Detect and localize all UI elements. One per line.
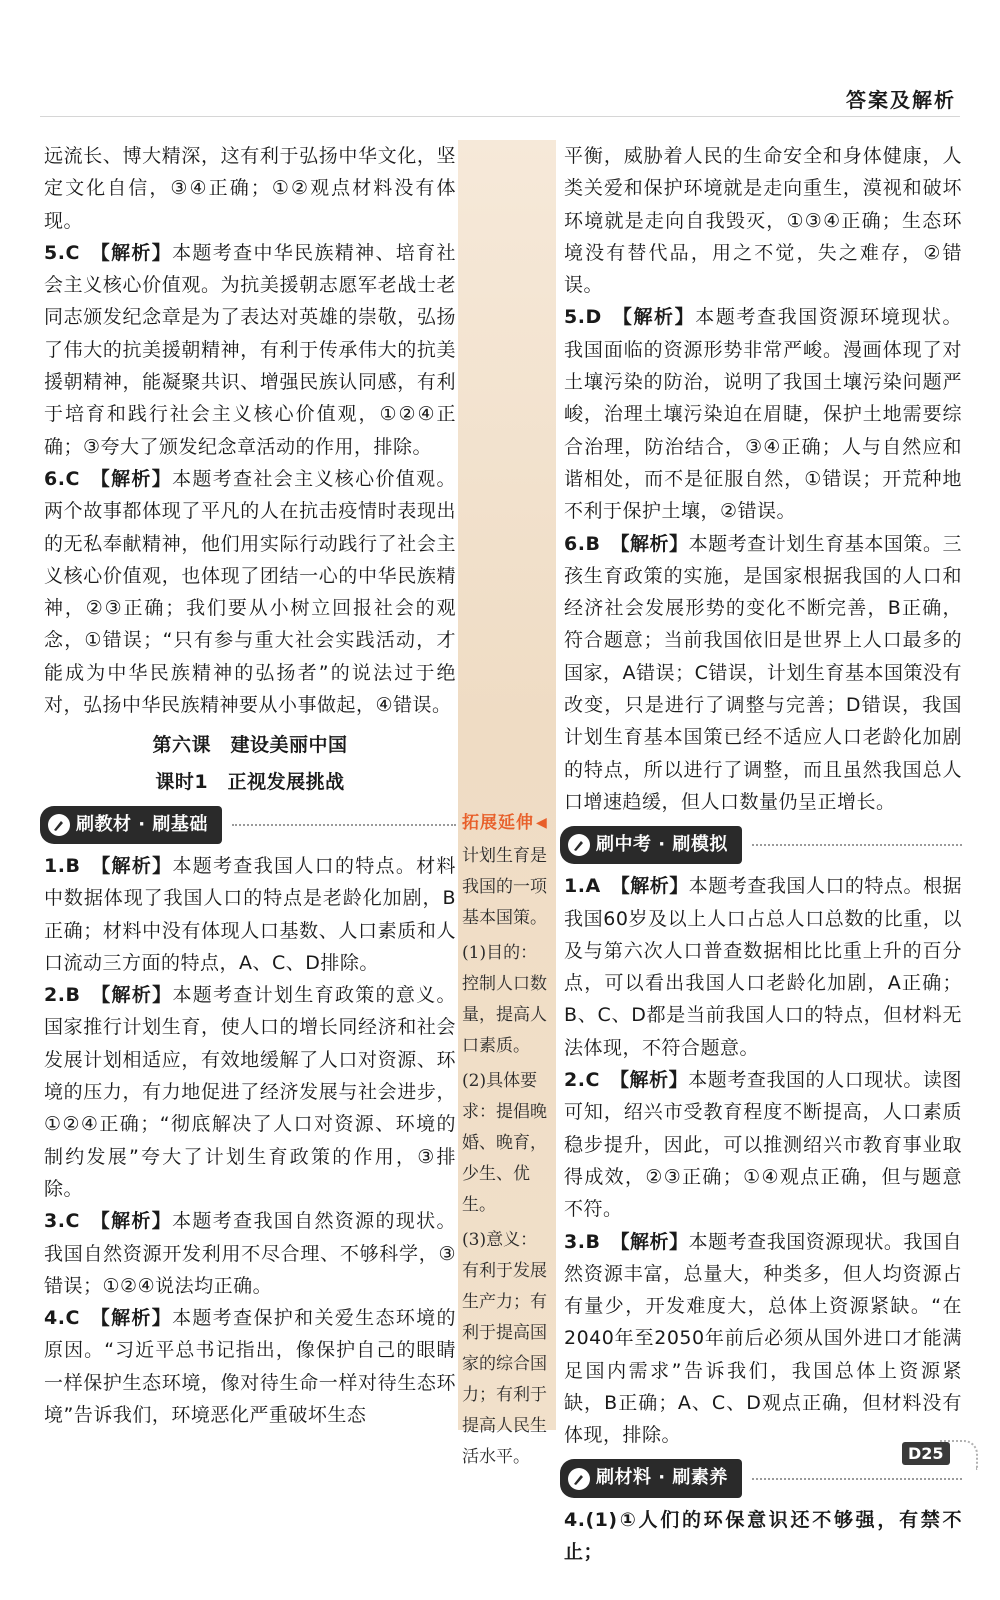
section-label: 刷教材 · 刷基础: [76, 813, 208, 835]
answer-letter: B: [585, 1230, 601, 1253]
analysis-tag: 【解析】: [90, 984, 173, 1007]
question-number: 5.: [564, 306, 586, 329]
right-intro-paragraph: 平衡，威胁着人民的生命安全和身体健康，人类关爱和保护环境就是走向重生，漠视和破坏环境就是走向自我毁灭，①③④正确；生态环境没有替代品，用之不觉，失之难存，②错误。: [564, 145, 962, 297]
question-number: 3.: [44, 1210, 66, 1233]
sidebar-line: 计划生育是我国的一项基本国策。: [462, 846, 547, 928]
answer-item: [44, 1302, 456, 1431]
answer-text: 本题考查我国资源现状。我国自然资源丰富，总量大，种类多，但人均资源占有量少，开发难度大，总体上资源紧缺。“在2040年至2050年前后必须从国外进口才能满足国内需求”告诉我们，我国总体上资源紧缺，B正确；A、C、D观点正确，但材料没有体现，排除。: [564, 1230, 962, 1447]
answer-item: [564, 870, 962, 1064]
answer-item: [44, 979, 456, 1205]
analysis-tag: 【解析】: [90, 854, 173, 877]
section-badge: [560, 826, 742, 864]
question-number: 2.: [44, 984, 66, 1007]
extension-sidebar: [462, 808, 554, 1473]
question-number: 6.: [44, 467, 66, 490]
analysis-tag: 【解析】: [89, 1210, 173, 1233]
right-column: [564, 140, 962, 1568]
answer-text: (1)①人们的环保意识还不够强，有禁不止；: [564, 1508, 962, 1563]
answer-text: 本题考查我国人口的特点。材料中数据体现了我国人口的特点是老龄化加剧，B正确；材料中没有体现人口基数、人口素质和人口流动三方面的特点，A、C、D排除。: [44, 854, 456, 974]
answer-text: 本题考查我国的人口现状。读图可知，绍兴市受教育程度不断提高，人口素质稳步提升，因此，可以推测绍兴市教育事业取得成效，②③正确；①④观点正确，但与题意不符。: [564, 1069, 962, 1221]
answer-letter: C: [65, 1307, 80, 1330]
answer-item: [44, 463, 456, 721]
section-header: [560, 1462, 962, 1496]
answer-text: 本题考查中华民族精神、培育社会主义核心价值观。为抗美援朝志愿军老战士老同志颁发纪念章是为了表达对英雄的崇敬，弘扬了伟大的抗美援朝精神，有利于传承伟大的抗美援朝精神，能凝聚共识、增强民族认同感，有利于培育和践行社会主义核心价值观，①②④正确；③夸大了颁发纪念章活动的作用，排除。: [44, 241, 456, 458]
answer-item: [564, 1226, 962, 1452]
question-number: 4.: [44, 1307, 66, 1330]
answer-text: 本题考查计划生育政策的意义。国家推行计划生育，使人口的增长同经济和社会发展计划相适应，有效地缓解了人口对资源、环境的压力，有力地促进了经济发展与社会进步，①②④正确；“彻底解决了人口对资源、环境的制约发展”夸大了计划生育政策的作用，③排除。: [44, 984, 456, 1200]
sidebar-header: [462, 808, 554, 839]
answer-letter: B: [65, 984, 81, 1007]
question-number: 3.: [564, 1230, 586, 1253]
page-header-title: 答案及解析: [846, 88, 956, 112]
left-column: [44, 140, 456, 1431]
brush-icon: [568, 1468, 590, 1490]
question-number: 5.: [44, 241, 66, 264]
answer-item: [564, 528, 962, 819]
sidebar-title: 拓展延伸: [462, 813, 534, 833]
page-number: D25: [902, 1442, 950, 1465]
question-number: 4.: [564, 1508, 586, 1531]
analysis-tag: 【解析】: [610, 1230, 689, 1253]
section-label: 刷中考 · 刷模拟: [596, 834, 728, 856]
section-badge: [40, 806, 222, 844]
section-divider: [232, 824, 456, 826]
analysis-tag: 【解析】: [89, 1307, 173, 1330]
answer-item: [44, 1205, 456, 1302]
answer-letter: C: [585, 1069, 600, 1092]
page-corner-decoration: [940, 1440, 978, 1470]
arrow-left-icon: ◀: [536, 815, 548, 831]
analysis-tag: 【解析】: [610, 532, 689, 555]
question-number: 6.: [564, 532, 586, 555]
answer-item: [564, 1504, 962, 1569]
answer-letter: C: [65, 467, 80, 490]
sidebar-line: (1)目的：控制人口数量，提高人口素质。: [462, 943, 547, 1056]
analysis-tag: 【解析】: [89, 467, 173, 490]
answer-text: 本题考查保护和关爱生态环境的原因。“习近平总书记指出，像保护自己的眼睛一样保护生态环境，像对待生命一样对待生态环境”告诉我们，环境恶化严重破坏生态: [44, 1307, 456, 1426]
section-label: 刷材料 · 刷素养: [596, 1467, 728, 1489]
answer-text: 本题考查我国自然资源的现状。我国自然资源开发利用不尽合理、不够科学，③错误；①②④说法均正确。: [44, 1210, 456, 1297]
brush-icon: [48, 814, 70, 836]
answer-letter: C: [65, 241, 80, 264]
answer-text: 本题考查我国人口的特点。根据我国60岁及以上人口占总人口总数的比重，以及与第六次人口普查数据相比比重上升的百分点，可以看出我国人口老龄化加剧，A正确；B、C、D都是当前我国人口的特点，但材料无法体现，不符合题意。: [564, 875, 962, 1059]
section-badge: [560, 1459, 742, 1497]
answer-item: [564, 301, 962, 527]
question-number: 1.: [564, 875, 586, 898]
analysis-tag: 【解析】: [611, 306, 696, 329]
analysis-tag: 【解析】: [89, 241, 173, 264]
answer-item: [564, 1064, 962, 1225]
analysis-tag: 【解析】: [610, 875, 689, 898]
question-number: 1.: [44, 854, 66, 877]
left-intro-paragraph: 远流长、博大精深，这有利于弘扬中华文化，坚定文化自信，③④正确；①②观点材料没有体现。: [44, 145, 456, 232]
answer-letter: C: [65, 1210, 80, 1233]
lesson-title: 第六课 建设美丽中国: [152, 734, 348, 757]
answer-letter: D: [585, 306, 602, 329]
answer-text: 本题考查社会主义核心价值观。两个故事都体现了平凡的人在抗击疫情时表现出的无私奉献精神，他们用实际行动践行了社会主义核心价值观，也体现了团结一心的中华民族精神，②③正确；我们要从小树立回报社会的观念，①错误；“只有参与重大社会实践活动，才能成为中华民族精神的弘扬者”的说法过于绝对，弘扬中华民族精神要从小事做起，④错误。: [44, 467, 456, 717]
answer-letter: A: [585, 875, 601, 898]
analysis-tag: 【解析】: [609, 1069, 689, 1092]
sidebar-line: (2)具体要求：提倡晚婚、晚育，少生、优生。: [462, 1071, 547, 1215]
answer-letter: B: [65, 854, 81, 877]
sidebar-line: (3)意义：有利于发展生产力；有利于提高国家的综合国力；有利于提高人民生活水平。: [462, 1230, 547, 1467]
answer-text: 本题考查我国资源环境现状。我国面临的资源形势非常严峻。漫画体现了对土壤污染的防治，说明了我国土壤污染问题严峻，治理土壤污染迫在眉睫，保护土地需要综合治理，防治结合，③④正确；人与自然应和谐相处，而不是征服自然，①错误；开荒种地不利于保护土壤，②错误。: [564, 306, 962, 523]
answer-item: [44, 850, 456, 979]
lesson-subtitle: 课时1 正视发展挑战: [155, 770, 345, 793]
brush-icon: [568, 834, 590, 856]
question-number: 2.: [564, 1069, 586, 1092]
section-header: [40, 808, 456, 842]
answer-text: 本题考查计划生育基本国策。三孩生育政策的实施，是国家根据我国的人口和经济社会发展形势的变化不断完善，B正确，符合题意；当前我国依旧是世界上人口最多的国家，A错误；C错误，计划生育基本国策没有改变，只是进行了调整与完善；D错误，我国计划生育基本国策已经不适应人口老龄化加剧的特点，所以进行了调整，而且虽然我国总人口增速趋缓，但人口数量仍呈正增长。: [564, 532, 962, 813]
section-header: [560, 828, 962, 862]
header-divider: [40, 116, 960, 117]
section-divider: [752, 1478, 962, 1480]
answer-letter: B: [585, 532, 601, 555]
answer-item: [44, 237, 456, 463]
section-divider: [752, 844, 962, 846]
